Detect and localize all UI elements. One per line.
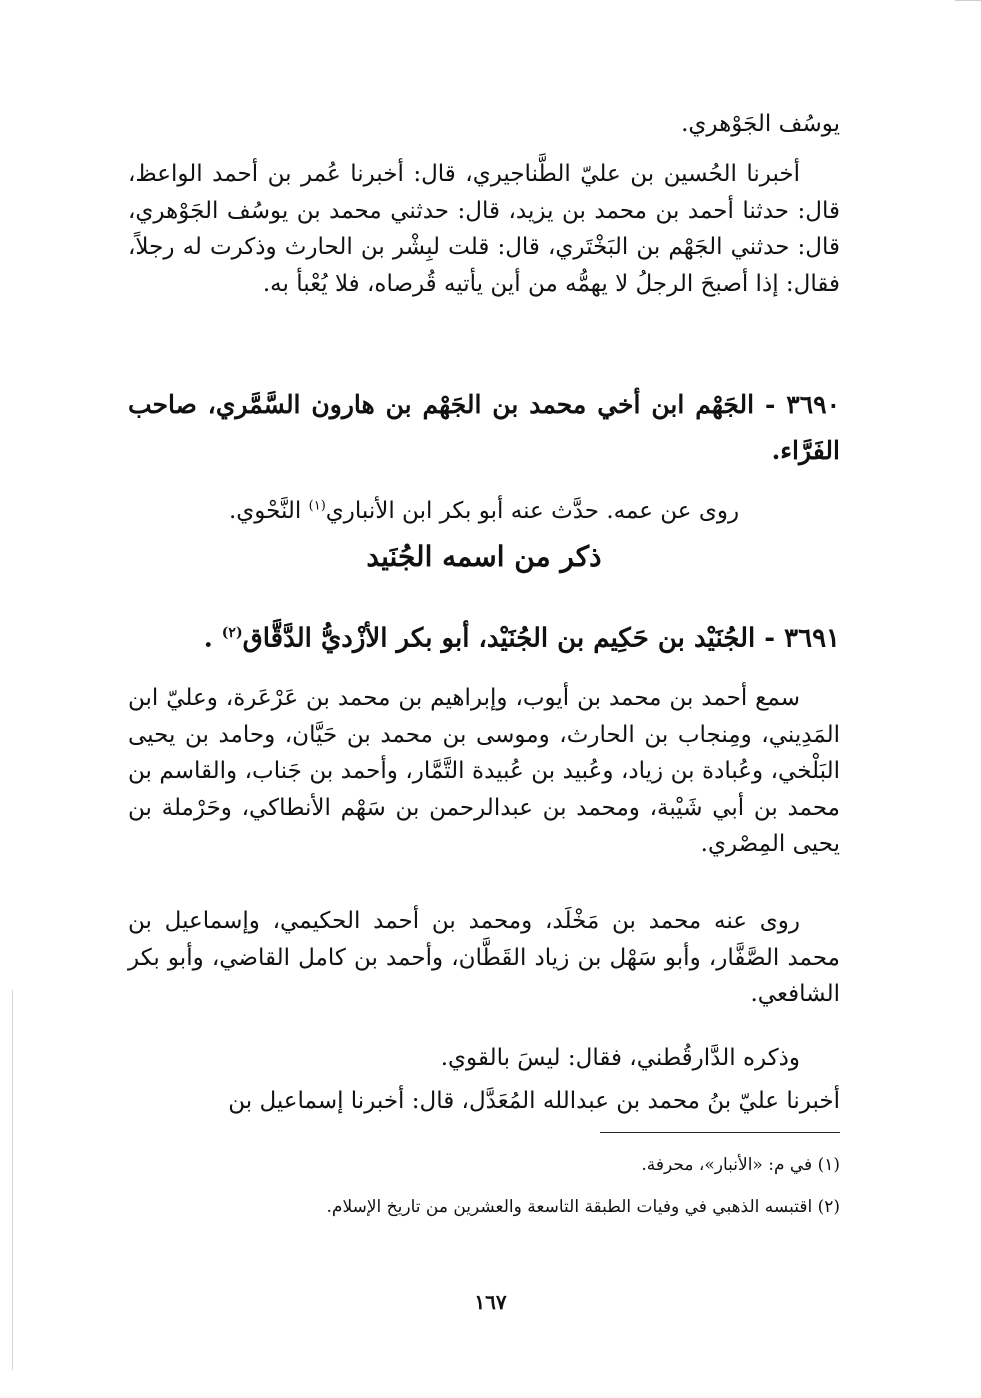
footnote-2: (٢) اقتبسه الذهبي في وفيات الطبقة التاسعة والعشرين من تاريخ الإسلام. bbox=[326, 1197, 840, 1217]
footnote-1: (١) في م: «الأنبار»، محرفة. bbox=[641, 1155, 840, 1175]
footnote-ref-2[interactable]: (٢) bbox=[221, 625, 243, 641]
section-heading: ذكر من اسمه الجُنَيد bbox=[366, 540, 602, 573]
footnote-ref-1[interactable]: (١) bbox=[308, 498, 326, 514]
entry-3690-heading: ٣٦٩٠ - الجَهْم ابن أخي محمد بن الجَهْم بن هارون السَّمَّري، صاحب الفَرَّاء. bbox=[128, 390, 840, 465]
entry-3691-end: . bbox=[203, 623, 222, 654]
paragraph-chain-2 bbox=[128, 1083, 840, 1120]
paragraph-text: سمع أحمد بن محمد بن أيوب، وإبراهيم بن محمد بن عَرْعَرة، وعليّ ابن المَدِيني، ومِنجاب بن الحارث، وموسى بن محمد بن حَيَّان، وحامد بن يحيى البَلْخي، وعُبادة بن زياد، وعُبيد بن عُبيدة التَّمَّار، وأحمد بن جَناب، والقاسم بن محمد بن أبي شَيْبة، ومحمد بن عبدالرحمن بن سَهْم الأنطاكي، وحَرْملة بن يحيى المِصْري. bbox=[128, 685, 840, 857]
continuation-line: يوسُف الجَوْهري. bbox=[681, 111, 840, 137]
paragraph-text: وذكره الدَّارقُطني، فقال: ليسَ بالقوي. bbox=[440, 1045, 800, 1071]
narration-end: النَّحْوي. bbox=[228, 498, 309, 524]
entry-3691-heading bbox=[128, 615, 840, 657]
footnote-separator bbox=[600, 1132, 840, 1133]
paragraph-text: أخبرنا الحُسين بن عليّ الطَّناجيري، قال: أخبرنا عُمر بن أحمد الواعظ، قال: حدثنا أحمد بن محمد بن يزيد، قال: حدثني محمد بن يوسُف الجَوْهري، قال: حدثني الجَهْم بن البَخْتَري، قال: قلت لبِشْر بن الحارث وذكرت له رجلاً، فقال: إذا أصبحَ الرجلُ لا يهمُّه من أين يأتيه قُرصاه، فلا يُعْبأ به. bbox=[128, 161, 840, 297]
paragraph-heard-from bbox=[128, 680, 840, 863]
paragraph-text: أخبرنا عليّ بنُ محمد بن عبدالله المُعَدَّل، قال: أخبرنا إسماعيل بن bbox=[228, 1088, 840, 1114]
narration-line bbox=[128, 498, 840, 524]
paragraph-narrated-by bbox=[128, 903, 840, 1013]
narration-text: روى عن عمه. حدَّث عنه أبو بكر ابن الأنباري bbox=[325, 498, 740, 524]
paragraph-text: روى عنه محمد بن مَخْلَد، ومحمد بن أحمد الحكيمي، وإسماعيل بن محمد الصَّفَّار، وأبو سَهْل بن زياد القَطَّان، وأحمد بن كامل القاضي، وأبو بكر الشافعي. bbox=[128, 908, 840, 1007]
entry-3691-text: ٣٦٩١ - الجُنَيْد بن حَكِيم بن الجُنَيْد، أبو بكر الأزْديُّ الدَّقَّاق bbox=[242, 623, 840, 654]
page-number: ١٦٧ bbox=[474, 1290, 507, 1314]
paragraph-daraqutni bbox=[128, 1040, 840, 1077]
scan-edge-mark bbox=[955, 0, 981, 1]
paragraph-chain-1 bbox=[128, 156, 840, 302]
